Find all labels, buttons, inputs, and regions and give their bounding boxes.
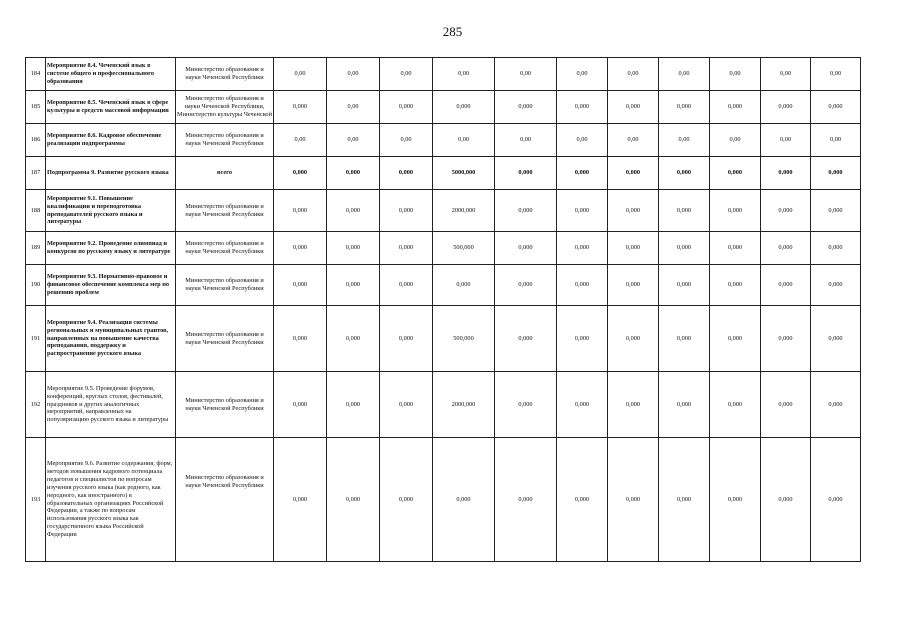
value-cell: 0,00 (557, 58, 608, 91)
value-cell: 0,000 (608, 232, 659, 265)
value-cell: 0,000 (495, 190, 557, 232)
value-cell: 0,00 (761, 58, 811, 91)
executor: Министерство образования и науки Чеченской Республики (176, 232, 274, 265)
value-cell: 0,000 (811, 438, 861, 562)
value-cell: 0,000 (608, 157, 659, 190)
activity-name: Мероприятие 9.5. Проведение форумов, конференций, круглых столов, фестивалей, праздников и других аналогичных мероприятий, направленных на популяризацию русского языка и литературы (46, 372, 176, 438)
value-cell: 0,000 (274, 91, 327, 124)
value-cell: 0,000 (811, 190, 861, 232)
activity-name: Подпрограмма 9. Развитие русского языка (46, 157, 176, 190)
value-cell: 2000,000 (433, 190, 495, 232)
row-number: 189 (26, 232, 46, 265)
value-cell: 0,000 (274, 157, 327, 190)
value-cell: 0,00 (659, 124, 710, 157)
value-cell: 0,000 (274, 190, 327, 232)
value-cell: 0,000 (761, 232, 811, 265)
value-cell: 0,000 (659, 91, 710, 124)
value-cell: 0,000 (380, 265, 433, 306)
value-cell: 0,000 (710, 306, 761, 372)
activity-name: Мероприятие 8.4. Чеченский язык в системе общего и профессионального образования (46, 58, 176, 91)
table-row (26, 265, 861, 306)
value-cell: 0,000 (608, 265, 659, 306)
value-cell: 0,00 (274, 58, 327, 91)
value-cell: 0,000 (811, 232, 861, 265)
value-cell: 0,000 (327, 438, 380, 562)
value-cell: 0,000 (557, 91, 608, 124)
value-cell: 0,000 (380, 91, 433, 124)
row-number: 185 (26, 91, 46, 124)
row-number: 191 (26, 306, 46, 372)
page-number: 285 (442, 24, 463, 39)
value-cell: 0,00 (811, 124, 861, 157)
value-cell: 0,000 (608, 190, 659, 232)
value-cell: 0,000 (710, 438, 761, 562)
value-cell: 0,000 (608, 91, 659, 124)
value-cell: 0,000 (327, 157, 380, 190)
value-cell: 0,000 (327, 232, 380, 265)
executor: Министерство образования и науки Чеченской Республики (176, 124, 274, 157)
value-cell: 0,00 (327, 58, 380, 91)
value-cell: 0,000 (274, 306, 327, 372)
value-cell: 0,000 (761, 372, 811, 438)
value-cell: 0,000 (761, 157, 811, 190)
table-row (26, 124, 861, 157)
value-cell: 500,000 (433, 232, 495, 265)
executor: Министерство образования и науки Чеченской Республики (176, 306, 274, 372)
value-cell: 0,00 (495, 124, 557, 157)
executor: Министерство образования и науки Чеченской Республики (176, 265, 274, 306)
row-number: 184 (26, 58, 46, 91)
value-cell: 0,00 (327, 124, 380, 157)
value-cell: 0,000 (433, 91, 495, 124)
activity-name: Мероприятие 9.3. Нормативно-правовое и финансовое обеспечение комплекса мер по решению проблем (46, 265, 176, 306)
value-cell: 0,000 (274, 438, 327, 562)
value-cell: 0,00 (327, 91, 380, 124)
value-cell: 0,000 (659, 306, 710, 372)
value-cell: 0,000 (608, 438, 659, 562)
value-cell: 0,00 (557, 124, 608, 157)
row-number: 193 (26, 438, 46, 562)
table-row-subprogram (26, 157, 861, 190)
value-cell: 2000,000 (433, 372, 495, 438)
value-cell: 0,000 (495, 306, 557, 372)
row-number: 190 (26, 265, 46, 306)
value-cell: 0,000 (659, 232, 710, 265)
value-cell: 0,00 (274, 124, 327, 157)
budget-table (25, 57, 861, 562)
value-cell: 0,000 (433, 438, 495, 562)
activity-name: Мероприятие 8.6. Кадровое обеспечение реализации подпрограммы (46, 124, 176, 157)
executor: Министерство образования и науки Чеченской Республики (176, 58, 274, 91)
value-cell: 0,000 (327, 372, 380, 438)
value-cell: 0,000 (327, 265, 380, 306)
value-cell: 0,000 (608, 306, 659, 372)
value-cell: 0,00 (710, 124, 761, 157)
row-number: 187 (26, 157, 46, 190)
value-cell: 0,000 (495, 232, 557, 265)
value-cell: 0,00 (608, 124, 659, 157)
value-cell: 0,000 (659, 372, 710, 438)
value-cell: 0,00 (380, 58, 433, 91)
value-cell: 500,000 (433, 306, 495, 372)
value-cell: 0,000 (761, 265, 811, 306)
value-cell: 0,00 (380, 124, 433, 157)
executor: всего (176, 157, 274, 190)
value-cell: 0,000 (811, 157, 861, 190)
executor: Министерство образования и науки Чеченской Республики, Министерство культуры Чеченской (176, 91, 274, 124)
activity-name: Мероприятие 9.1. Повышение квалификации и переподготовка преподавателей русского языка и литературы (46, 190, 176, 232)
row-number: 188 (26, 190, 46, 232)
value-cell: 0,000 (274, 372, 327, 438)
value-cell: 0,00 (433, 124, 495, 157)
value-cell: 0,000 (608, 372, 659, 438)
value-cell: 0,00 (710, 58, 761, 91)
value-cell: 0,00 (811, 58, 861, 91)
value-cell: 0,000 (557, 306, 608, 372)
value-cell: 0,000 (380, 306, 433, 372)
value-cell: 0,00 (761, 124, 811, 157)
value-cell: 0,00 (659, 58, 710, 91)
table-row (26, 306, 861, 372)
value-cell: 0,000 (274, 232, 327, 265)
value-cell: 0,000 (274, 265, 327, 306)
value-cell: 0,000 (557, 190, 608, 232)
value-cell: 0,000 (433, 265, 495, 306)
value-cell: 0,000 (659, 265, 710, 306)
table-row (26, 438, 861, 562)
value-cell: 0,000 (557, 265, 608, 306)
value-cell: 0,000 (327, 190, 380, 232)
value-cell: 0,000 (761, 306, 811, 372)
executor: Министерство образования и науки Чеченской Республики (176, 372, 274, 438)
value-cell: 0,000 (557, 232, 608, 265)
value-cell: 0,000 (659, 438, 710, 562)
value-cell: 0,000 (710, 157, 761, 190)
activity-name: Мероприятие 9.6. Развитие содержания, форм, методов повышения кадрового потенциала педагогов и специалистов по вопросам изучения русского языка (как родного, как неродного, как иностранного) в образовательных организациях Российской Федерации, а также по вопросам использования русского языка как государственного языка Российской Федерации (46, 438, 176, 562)
table-row (26, 190, 861, 232)
value-cell: 0,000 (811, 265, 861, 306)
row-number: 186 (26, 124, 46, 157)
activity-name: Мероприятие 9.2. Проведение олимпиад и конкурсов по русскому языку и литературе (46, 232, 176, 265)
table-body (26, 58, 861, 562)
value-cell: 0,000 (380, 438, 433, 562)
value-cell: 0,000 (327, 306, 380, 372)
value-cell: 0,000 (710, 232, 761, 265)
value-cell: 0,000 (710, 372, 761, 438)
value-cell: 0,000 (710, 265, 761, 306)
value-cell: 0,000 (811, 91, 861, 124)
value-cell: 0,00 (433, 58, 495, 91)
value-cell: 0,000 (761, 438, 811, 562)
value-cell: 0,00 (608, 58, 659, 91)
value-cell: 0,000 (495, 372, 557, 438)
value-cell: 0,000 (495, 265, 557, 306)
value-cell: 0,000 (380, 157, 433, 190)
executor: Министерство образования и науки Чеченской Республики (176, 438, 274, 562)
activity-name: Мероприятие 9.4. Реализация системы региональных и муниципальных грантов, направленных на повышение качества преподавания, поддержку и распространение русского языка (46, 306, 176, 372)
table-row (26, 232, 861, 265)
value-cell: 0,000 (761, 91, 811, 124)
value-cell: 0,000 (557, 372, 608, 438)
table-row (26, 91, 861, 124)
value-cell: 0,000 (710, 190, 761, 232)
table-row (26, 58, 861, 91)
executor: Министерство образования и науки Чеченской Республики (176, 190, 274, 232)
activity-name: Мероприятие 8.5. Чеченский язык в сфере культуры и средств массовой информации (46, 91, 176, 124)
value-cell: 0,000 (659, 190, 710, 232)
value-cell: 5000,000 (433, 157, 495, 190)
value-cell: 0,000 (380, 190, 433, 232)
value-cell: 0,000 (380, 372, 433, 438)
value-cell: 0,000 (811, 306, 861, 372)
value-cell: 0,000 (495, 91, 557, 124)
table-row (26, 372, 861, 438)
value-cell: 0,000 (811, 372, 861, 438)
value-cell: 0,000 (557, 438, 608, 562)
value-cell: 0,000 (710, 91, 761, 124)
value-cell: 0,000 (495, 438, 557, 562)
value-cell: 0,000 (380, 232, 433, 265)
value-cell: 0,000 (495, 157, 557, 190)
row-number: 192 (26, 372, 46, 438)
value-cell: 0,000 (557, 157, 608, 190)
value-cell: 0,000 (659, 157, 710, 190)
value-cell: 0,00 (495, 58, 557, 91)
value-cell: 0,000 (761, 190, 811, 232)
